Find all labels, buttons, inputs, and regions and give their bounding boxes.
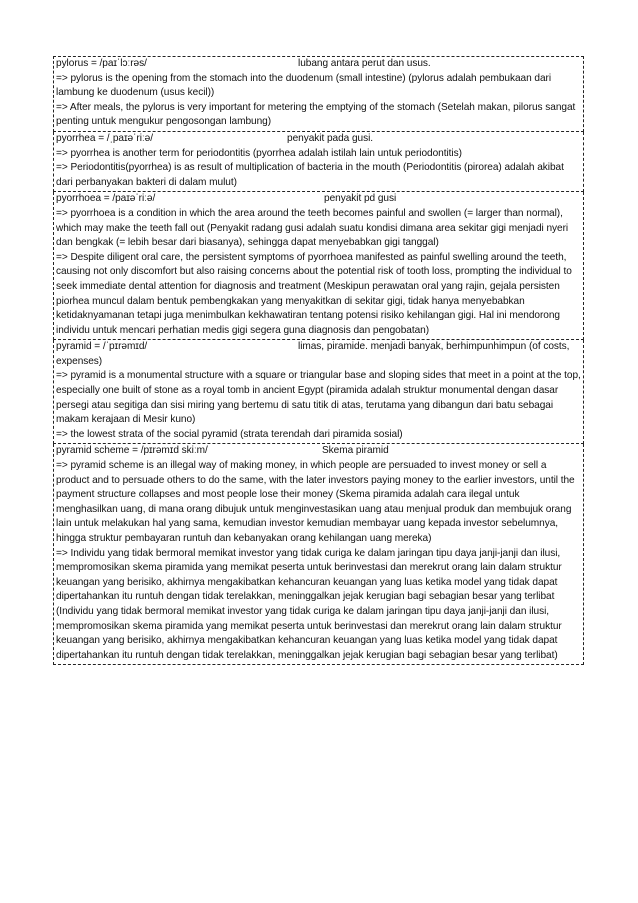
entry-line: => pyramid scheme is an illegal way of making money, in which people are persuaded to invest money or sell a product and to persuade others to do the same, with the later investors paying money to the earlier investors, until the payment structure collapses and most people lose their money (Skema piramida adalah cara ilegal untuk menghasilkan uang, di mana orang dibujuk untuk menginvestasikan uang atau menjual produk dan membujuk orang lain untuk melakukan hal yang sama, kemudian investor kemudian membayar uang kepada investor sebelumnya, hingga struktur pembayaran runtuh dan kebanyakan orang kehilangan uang mereka) <box>56 460 575 544</box>
entry-header <box>56 57 581 72</box>
vocab-entry-pyramid <box>53 340 584 444</box>
entry-header <box>56 132 581 147</box>
entry-meaning: penyakit pd gusi <box>324 193 397 205</box>
entry-header <box>56 444 581 459</box>
entry-term: pyramid = /ˈpɪrəmɪd/ <box>56 341 148 353</box>
entry-header <box>56 192 581 207</box>
entry-header <box>56 340 581 369</box>
entry-term: pyorrhoea = /paɪəˈriːə/ <box>56 193 156 205</box>
vocabulary-table <box>53 56 584 665</box>
entry-term: pyramid scheme = /pɪrəmɪd skiːm/ <box>56 445 208 457</box>
entry-line: => Despite diligent oral care, the persistent symptoms of pyorrhoea manifested as painful swelling around the teeth, causing not only discomfort but also raising concerns about the potential risk of tooth loss, prompting the individual to seek immediate dental attention for diagnosis and treatment (Meskipun perawatan oral yang rajin, gejala persisten piorhea muncul dalam bentuk pembengkakan yang menyakitkan di sekitar gigi, tidak hanya menyebabkan ketidaknyamanan tetapi juga menimbulkan kekhawatiran tentang potensi risiko kehilangan gigi. Hal ini mendorong individu untuk mencari perhatian medis gigi segera guna diagnosis dan pengobatan) <box>56 251 572 336</box>
entry-line: => pylorus is the opening from the stomach into the duodenum (small intestine) (pylorus adalah pembukaan dari lambung ke duodenum (usus kecil)) <box>56 72 552 99</box>
entry-meaning: lubang antara perut dan usus. <box>298 58 431 69</box>
entry-line: => the lowest strata of the social pyramid (strata terendah dari piramida sosial) <box>56 428 403 440</box>
entry-line: => pyorrhoea is a condition in which the area around the teeth becomes painful and swollen (= larger than normal), which may make the teeth fall out (Penyakit radang gusi adalah suatu kondisi dimana area sekitar gigi menjadi nyeri dan bengkak (= lebih besar dari biasanya), sehingga dapat menyebabkan gigi tanggal) <box>56 207 569 249</box>
entry-line: => Individu yang tidak bermoral memikat investor yang tidak curiga ke dalam jaringan tipu daya janji-janji dan ilusi, mempromosikan skema piramida yang memikat peserta untuk berinvestasi dan merekrut orang lain dalam struktur keuangan yang berisiko, akhirnya mengakibatkan kehancuran keuangan yang luas ketika model yang tidak dapat dipertahankan itu runtuh dengan tidak terelakkan, meninggalkan jejak kerugian bagi sebagian besar yang terlibat (Individu yang tidak bermoral memikat investor yang tidak curiga ke dalam jaringan tipu daya janji-janji dan ilusi, mempromosikan skema piramida yang memikat peserta untuk berinvestasi dan merekrut orang lain dalam struktur keuangan yang berisiko, akhirnya mengakibatkan kehancuran keuangan yang luas ketika model yang tidak dapat dipertahankan itu runtuh dengan tidak terelakkan, meninggalkan jejak kerugian bagi sebagian besar yang terlibat) <box>56 547 562 661</box>
entry-meaning: limas, piramide. menjadi banyak, berhimpunhimpun (of costs, expenses) <box>56 341 570 367</box>
entry-line: => pyorrhea is another term for periodontitis (pyorrhea adalah istilah lain untuk periodontitis) <box>56 147 462 159</box>
entry-term: pyorrhea = /ˌpaɪəˈriːə/ <box>56 132 153 144</box>
entry-meaning: penyakit pada gusi. <box>287 132 374 144</box>
vocab-entry-pyorrhea <box>53 132 584 192</box>
vocab-entry-pyramid-scheme <box>53 444 584 665</box>
entry-line: => Periodontitis(pyorrhea) is as result of multiplication of bacteria in the mouth (Periodontitis (pirorea) adalah akibat dari perbanyakan bakteri di dalam mulut) <box>56 162 564 188</box>
entry-term: pylorus = /paɪˈlɔːrəs/ <box>56 58 147 69</box>
entry-line: => After meals, the pylorus is very important for metering the emptying of the stomach (Setelah makan, pilorus sangat penting untuk mengukur pengosongan lambung) <box>56 101 576 128</box>
vocab-entry-pylorus <box>53 56 584 132</box>
vocab-entry-pyorrhoea <box>53 192 584 340</box>
entry-meaning: Skema piramid <box>322 445 389 457</box>
entry-line: => pyramid is a monumental structure with a square or triangular base and sloping sides that meet in a point at the top, especially one built of stone as a royal tomb in ancient Egypt (piramida adalah struktur monumental dengan dasar persegi atau segitiga dan sisi miring yang bertemu di satu titik di atas, terutama yang dibangun dari batu sebagai makam kerajaan di Mesir kuno) <box>56 370 581 426</box>
